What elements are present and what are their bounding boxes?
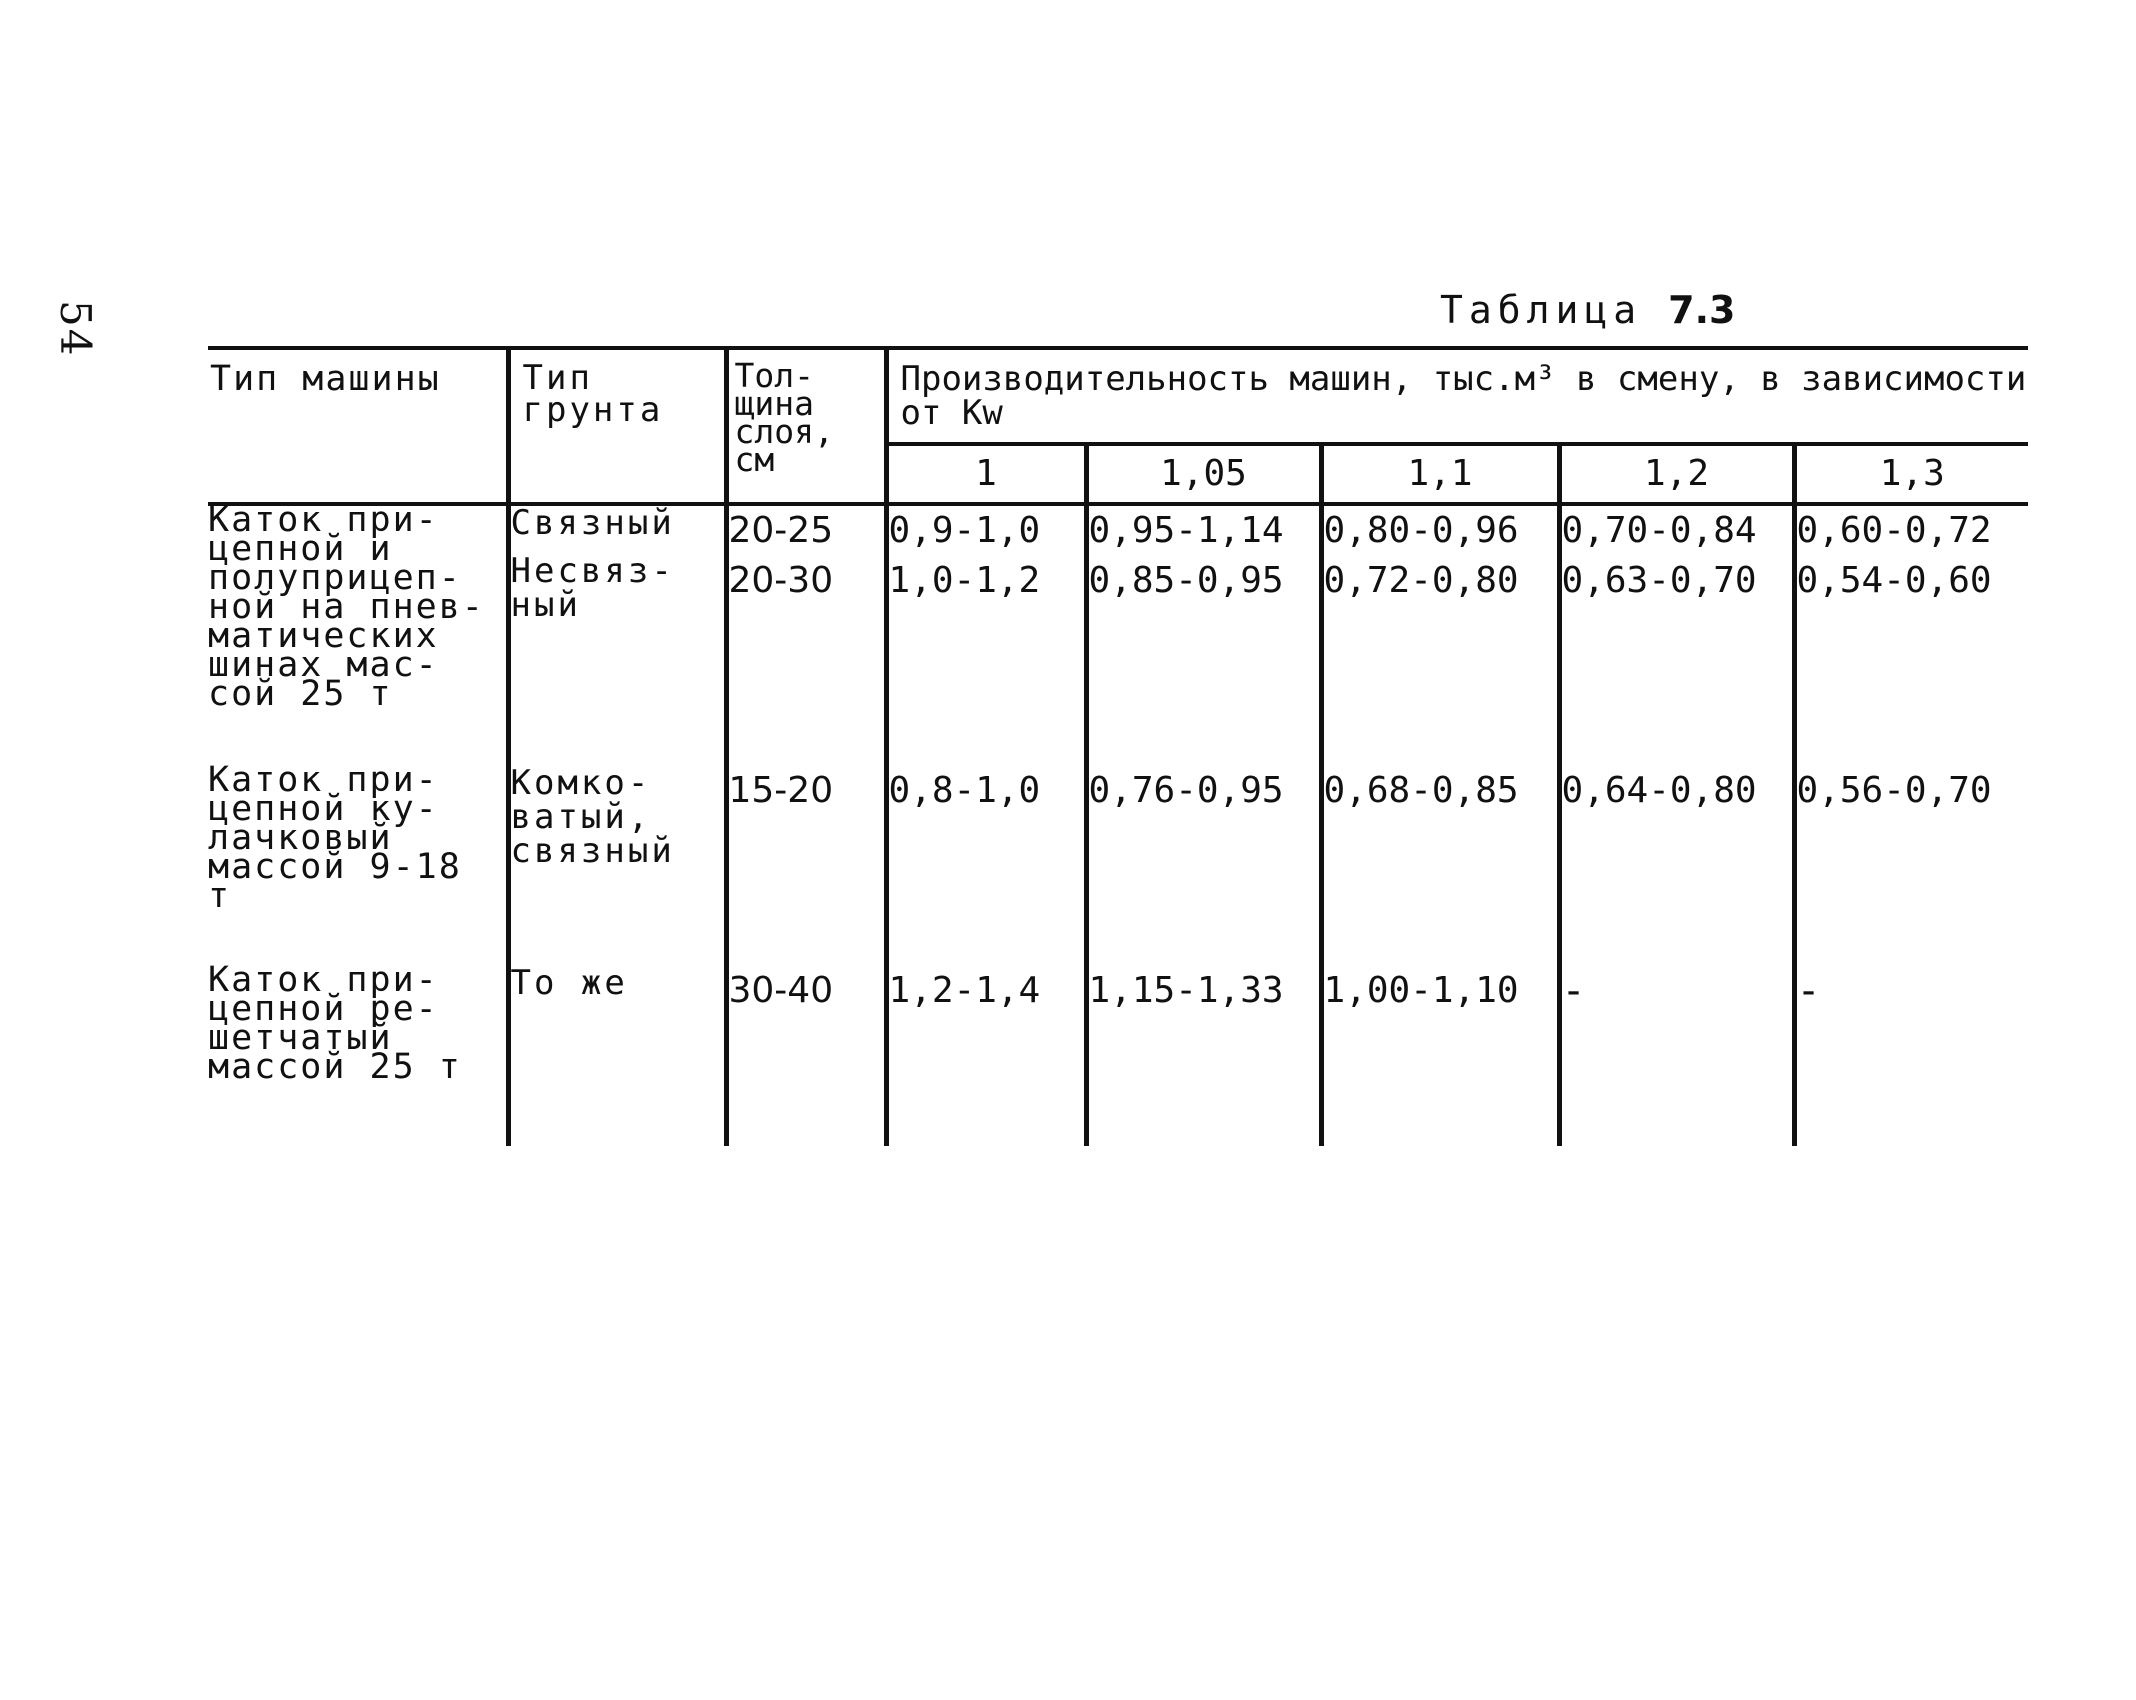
table-row [208,766,2028,966]
cell-thickness [726,504,886,766]
value: 1,0-1,2 [888,560,1041,601]
table-caption-label: Таблица [1440,288,1643,332]
header-kw-1-2: 1,2 [1559,444,1794,504]
cell-soil [508,504,726,766]
value: 0,8-1,0 [888,770,1041,811]
value: 0,76-0,95 [1088,770,1284,811]
header-layer-thickness: Тол-щина слоя, см [726,348,886,504]
cell-thickness [726,766,886,966]
value: 0,68-0,85 [1323,770,1519,811]
value: 0,85-0,95 [1088,560,1284,601]
thickness-value: 15-20 [728,770,834,811]
cell-machine: Каток при-цепной ре-шетчатый массой 25 т [208,966,508,1146]
cell-value [1794,766,2028,966]
cell-value [1794,504,2028,766]
soil-line: Несвяз-ный [510,551,675,625]
cell-value [1086,966,1321,1146]
cell-value [1086,766,1321,966]
page-number: 54 [51,300,100,358]
cell-value [886,966,1086,1146]
header-kw-1-1: 1,1 [1321,444,1559,504]
value: 0,56-0,70 [1796,770,1992,811]
header-machine-type: Тип машины [208,348,508,504]
header-kw-1: 1 [886,444,1086,504]
table-caption-number: 7.3 [1668,288,1736,332]
cell-value [1086,504,1321,766]
value: 0,9-1,0 [888,510,1041,551]
productivity-table [208,346,2028,1146]
value: 0,54-0,60 [1796,560,1992,601]
table-row [208,504,2028,766]
thickness-value: 30-40 [728,970,834,1011]
table-row [208,966,2028,1146]
value: 0,64-0,80 [1561,770,1757,811]
header-soil-type: Тип грунта [508,348,726,504]
value: 0,95-1,14 [1088,510,1284,551]
soil-line: Комко-ватый, связный [510,763,675,871]
cell-value [1559,504,1794,766]
soil-line: Связный [510,503,675,543]
soil-line: То же [510,963,628,1003]
cell-value [886,766,1086,966]
value: 1,15-1,33 [1088,970,1284,1011]
cell-thickness [726,966,886,1146]
cell-machine: Каток при-цепной и полуприцеп-ной на пнев-матических шинах мас-сой 25 т [208,504,508,766]
header-kw-1-3: 1,3 [1794,444,2028,504]
cell-value [1321,966,1559,1146]
table-caption [1440,288,1735,332]
value: 0,60-0,72 [1796,510,1992,551]
header-kw-1-05: 1,05 [1086,444,1321,504]
cell-value [886,504,1086,766]
cell-value [1559,966,1794,1146]
cell-value [1794,966,2028,1146]
value: 0,63-0,70 [1561,560,1757,601]
value: 0,80-0,96 [1323,510,1519,551]
cell-value [1321,766,1559,966]
header-productivity: Производительность машин, тыс.м³ в смену, в зависимости от Kw [886,348,2028,444]
value: 1,2-1,4 [888,970,1041,1011]
cell-value [1559,766,1794,966]
thickness-value: 20-30 [728,560,834,601]
cell-value [1321,504,1559,766]
cell-machine: Каток при-цепной ку-лачковый массой 9-18 т [208,766,508,966]
value: 0,70-0,84 [1561,510,1757,551]
value: - [1561,968,1586,1014]
value: 1,00-1,10 [1323,970,1519,1011]
cell-soil [508,763,726,966]
cell-soil [508,963,726,1146]
value: 0,72-0,80 [1323,560,1519,601]
thickness-value: 20-25 [728,510,834,551]
value: - [1796,968,1821,1014]
